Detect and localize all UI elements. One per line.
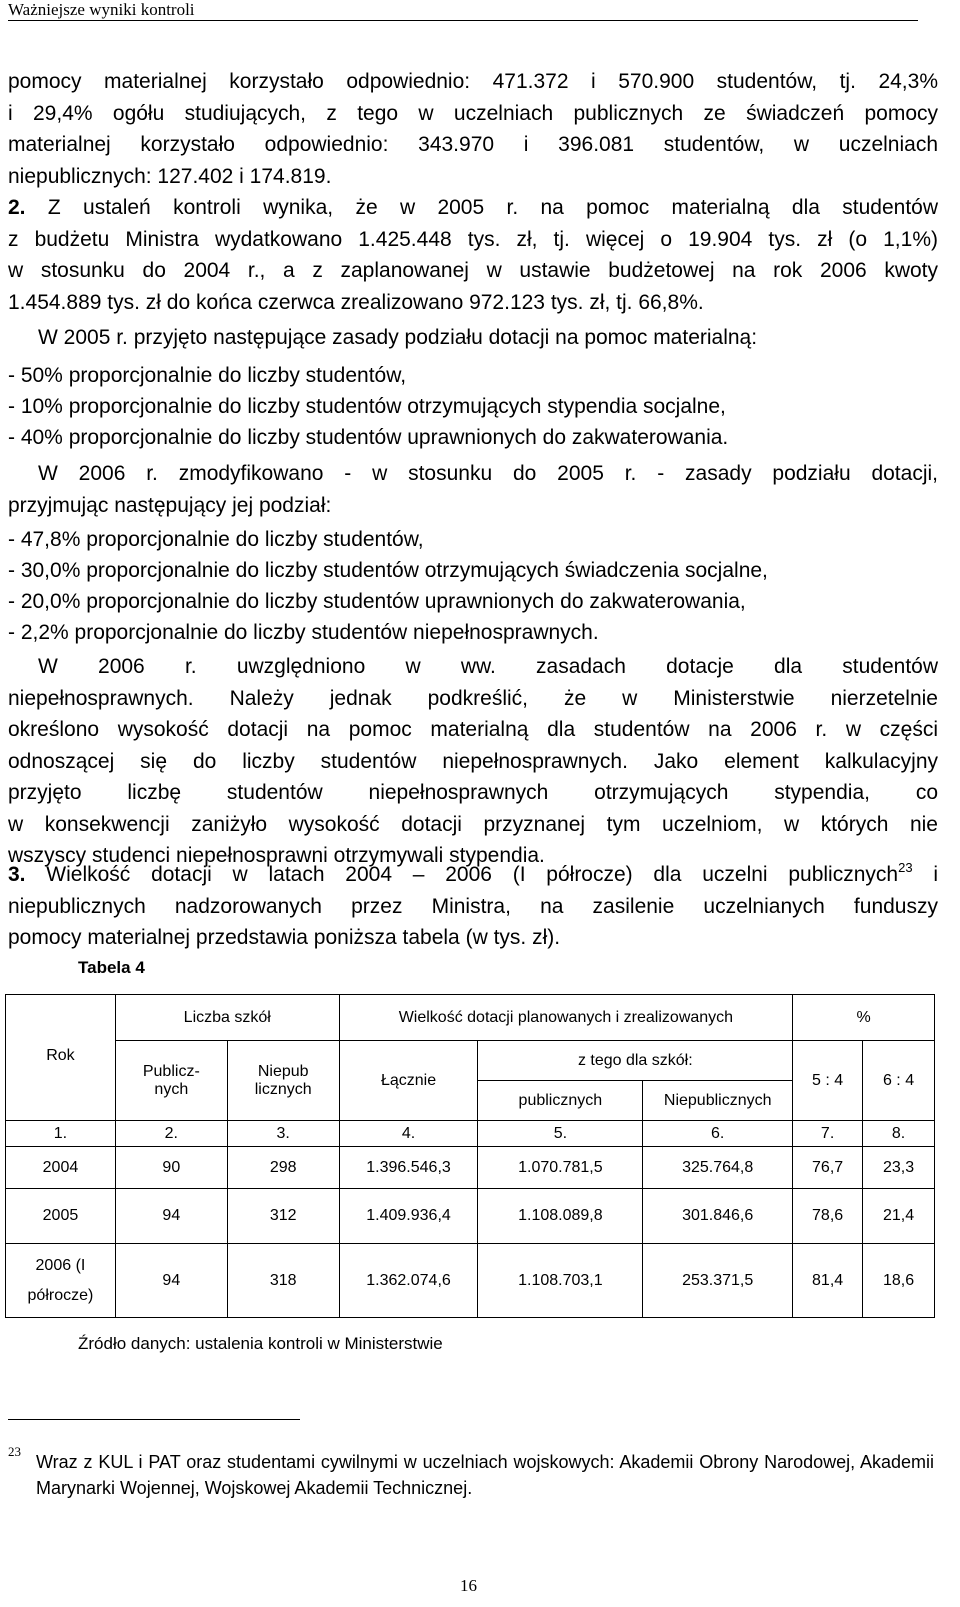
text-line [8,859,938,891]
paragraph-3 [8,322,938,354]
header-rule [8,20,918,21]
paragraph-6 [8,859,938,954]
cell-ratio-6-4: 21,4 [863,1189,935,1244]
column-number: 3. [227,1121,339,1147]
column-number-row [6,1121,935,1147]
data-table [5,994,935,1318]
cell-public-schools: 90 [115,1147,227,1189]
list-item: - 2,2% proporcjonalnie do liczby studentów niepełnosprawnych. [8,621,599,644]
text-fragment: Wielkość dotacji w latach 2004 – 2006 (I półrocze) dla uczelni publicznych [46,863,899,886]
footnote-rule [8,1419,300,1420]
cell-ratio-5-4: 76,7 [793,1147,863,1189]
text-line: z budżetu Ministra wydatkowano 1.425.448 tys. zł, tj. więcej o 19.904 tys. zł (o 1,1%) [8,227,938,251]
page-number: 16 [460,1576,477,1595]
table-header-row [6,995,935,1041]
cell-total: 1.362.074,6 [339,1244,478,1318]
footnote-reference[interactable]: 23 [898,860,913,875]
cell-ratio-5-4: 78,6 [793,1189,863,1244]
cell-ratio-6-4: 23,3 [863,1147,935,1189]
header-cell: Rok [6,1041,116,1121]
header-cell: 5 : 4 [793,1041,863,1121]
column-number: 6. [643,1121,793,1147]
header-cell: % [793,995,935,1041]
section-number: 3. [8,863,26,886]
list-item: - 47,8% proporcjonalnie do liczby studentów, [8,528,424,551]
text-line: W 2006 r. zmodyfikowano - w stosunku do 2005 r. - zasady podziału dotacji, [38,462,938,485]
header-text: Publicz- [142,1062,200,1080]
text-line: niepublicznych nadzorowanych przez Ministra, na zasilenie uczelnianych funduszy [8,894,938,918]
text-line: określono wysokość dotacji na pomoc materialną dla studentów na 2006 r. w części [8,718,938,741]
column-number: 2. [115,1121,227,1147]
year-text: półrocze) [27,1286,94,1304]
cell-ratio-6-4: 18,6 [863,1244,935,1318]
cell-total: 1.396.546,3 [339,1147,478,1189]
list-item: - 30,0% proporcjonalnie do liczby studentów otrzymujących świadczenia socjalne, [8,559,768,582]
footnote-text: Wraz z KUL i PAT oraz studentami cywilnymi w uczelniach wojskowych: Akademii Obrony Narodowej, Akademii Marynarki Wojennej, Wojskowej Akademii Technicznej. [36,1452,934,1498]
text-line: odnoszącej się do liczby studentów niepełnosprawnych. Jako element kalkulacyjny [8,749,938,773]
cell-public-schools: 94 [115,1189,227,1244]
cell-nonpublic-schools: 318 [227,1244,339,1318]
paragraph-2 [8,192,938,318]
text-line: materialnej korzystało odpowiednio: 343.970 i 396.081 studentów, w uczelniach [8,133,938,156]
bullet-list-2006 [8,524,938,648]
text-fragment: i [933,863,939,886]
section-number: 2. [8,196,26,219]
header-cell: Łącznie [339,1041,478,1121]
list-item: - 50% proporcjonalnie do liczby studentów, [8,364,407,387]
header-cell: z tego dla szkół: [478,1041,793,1081]
paragraph-1 [8,66,938,192]
cell-public-schools: 94 [115,1244,227,1318]
text-line: W 2005 r. przyjęto następujące zasady podziału dotacji na pomoc materialną: [38,326,758,349]
table-caption: Tabela 4 [78,958,145,977]
text-line: niepełnosprawnych. Należy jednak podkreślić, że w Ministerstwie nierzetelnie [8,686,938,710]
column-number: 7. [793,1121,863,1147]
cell-to-nonpublic: 253.371,5 [643,1244,793,1318]
text-line: pomocy materialnej korzystało odpowiednio: 471.372 i 570.900 studentów, tj. 24,3% [8,70,938,93]
text-fragment: Z ustaleń kontroli wynika, że w 2005 r. na pomoc materialną dla studentów [47,196,939,219]
table-row [6,1189,935,1244]
header-cell: Wielkość dotacji planowanych i zrealizowanych [339,995,793,1041]
column-number: 4. [339,1121,478,1147]
header-text: Niepub [257,1062,309,1080]
text-line: 1.454.889 tys. zł do końca czerwca zrealizowano 972.123 tys. zł, tj. 66,8%. [8,290,704,314]
paragraph-5 [8,651,938,872]
text-line: w stosunku do 2004 r., a z zaplanowanej w ustawie budżetowej na rok 2006 kwoty [8,259,938,282]
text-line: przyjęto liczbę studentów niepełnosprawnych otrzymujących stypendia, co [8,781,938,804]
list-item: - 20,0% proporcjonalnie do liczby studentów uprawnionych do zakwaterowania, [8,590,746,613]
cell-nonpublic-schools: 298 [227,1147,339,1189]
source-note: Źródło danych: ustalenia kontroli w Ministerstwie [78,1334,443,1353]
header-cell [227,1041,339,1121]
cell-to-public: 1.070.781,5 [478,1147,643,1189]
column-number: 8. [863,1121,935,1147]
header-cell: Niepublicznych [643,1081,793,1121]
bullet-list-2005 [8,360,938,453]
text-line [8,192,938,224]
cell-to-nonpublic: 325.764,8 [643,1147,793,1189]
text-line: w konsekwencji zaniżyło wysokość dotacji przyznanej tym uczelniom, w których nie [8,812,938,836]
running-header: Ważniejsze wyniki kontroli [8,0,195,19]
text-line: W 2006 r. uwzględniono w ww. zasadach dotacje dla studentów [38,655,938,678]
table-row [6,1147,935,1189]
cell-to-public: 1.108.703,1 [478,1244,643,1318]
cell-year: 2004 [6,1147,116,1189]
text-line: niepublicznych: 127.402 i 174.819. [8,164,332,188]
header-text: nych [154,1080,189,1098]
table-row [6,1244,935,1318]
cell-ratio-5-4: 81,4 [793,1244,863,1318]
text-line: pomocy materialnej przedstawia poniższa tabela (w tys. zł). [8,926,561,949]
cell-nonpublic-schools: 312 [227,1189,339,1244]
header-text: licznych [254,1080,312,1098]
header-cell: 6 : 4 [863,1041,935,1121]
list-item: - 40% proporcjonalnie do liczby studentów uprawnionych do zakwaterowania. [8,426,729,449]
column-number: 1. [6,1121,116,1147]
cell-year [6,1244,116,1318]
header-cell: publicznych [478,1081,643,1121]
cell-total: 1.409.936,4 [339,1189,478,1244]
footnote-marker: 23 [8,1444,21,1459]
column-number: 5. [478,1121,643,1147]
year-text: 2006 (I [35,1256,86,1274]
text-line: przyjmując następujący jej podział: [8,493,332,517]
list-item: - 10% proporcjonalnie do liczby studentów otrzymujących stypendia socjalne, [8,395,726,418]
cell-to-public: 1.108.089,8 [478,1189,643,1244]
header-cell: Liczba szkół [115,995,339,1041]
header-cell [115,1041,227,1121]
header-cell [6,995,116,1041]
paragraph-4 [8,458,938,521]
table-header-row [6,1041,935,1081]
cell-to-nonpublic: 301.846,6 [643,1189,793,1244]
text-line: wszyscy studenci niepełnosprawni otrzymywali stypendia. [8,844,545,867]
cell-year: 2005 [6,1189,116,1244]
text-line: i 29,4% ogółu studiujących, z tego w uczelniach publicznych ze świadczeń pomocy [8,101,938,125]
